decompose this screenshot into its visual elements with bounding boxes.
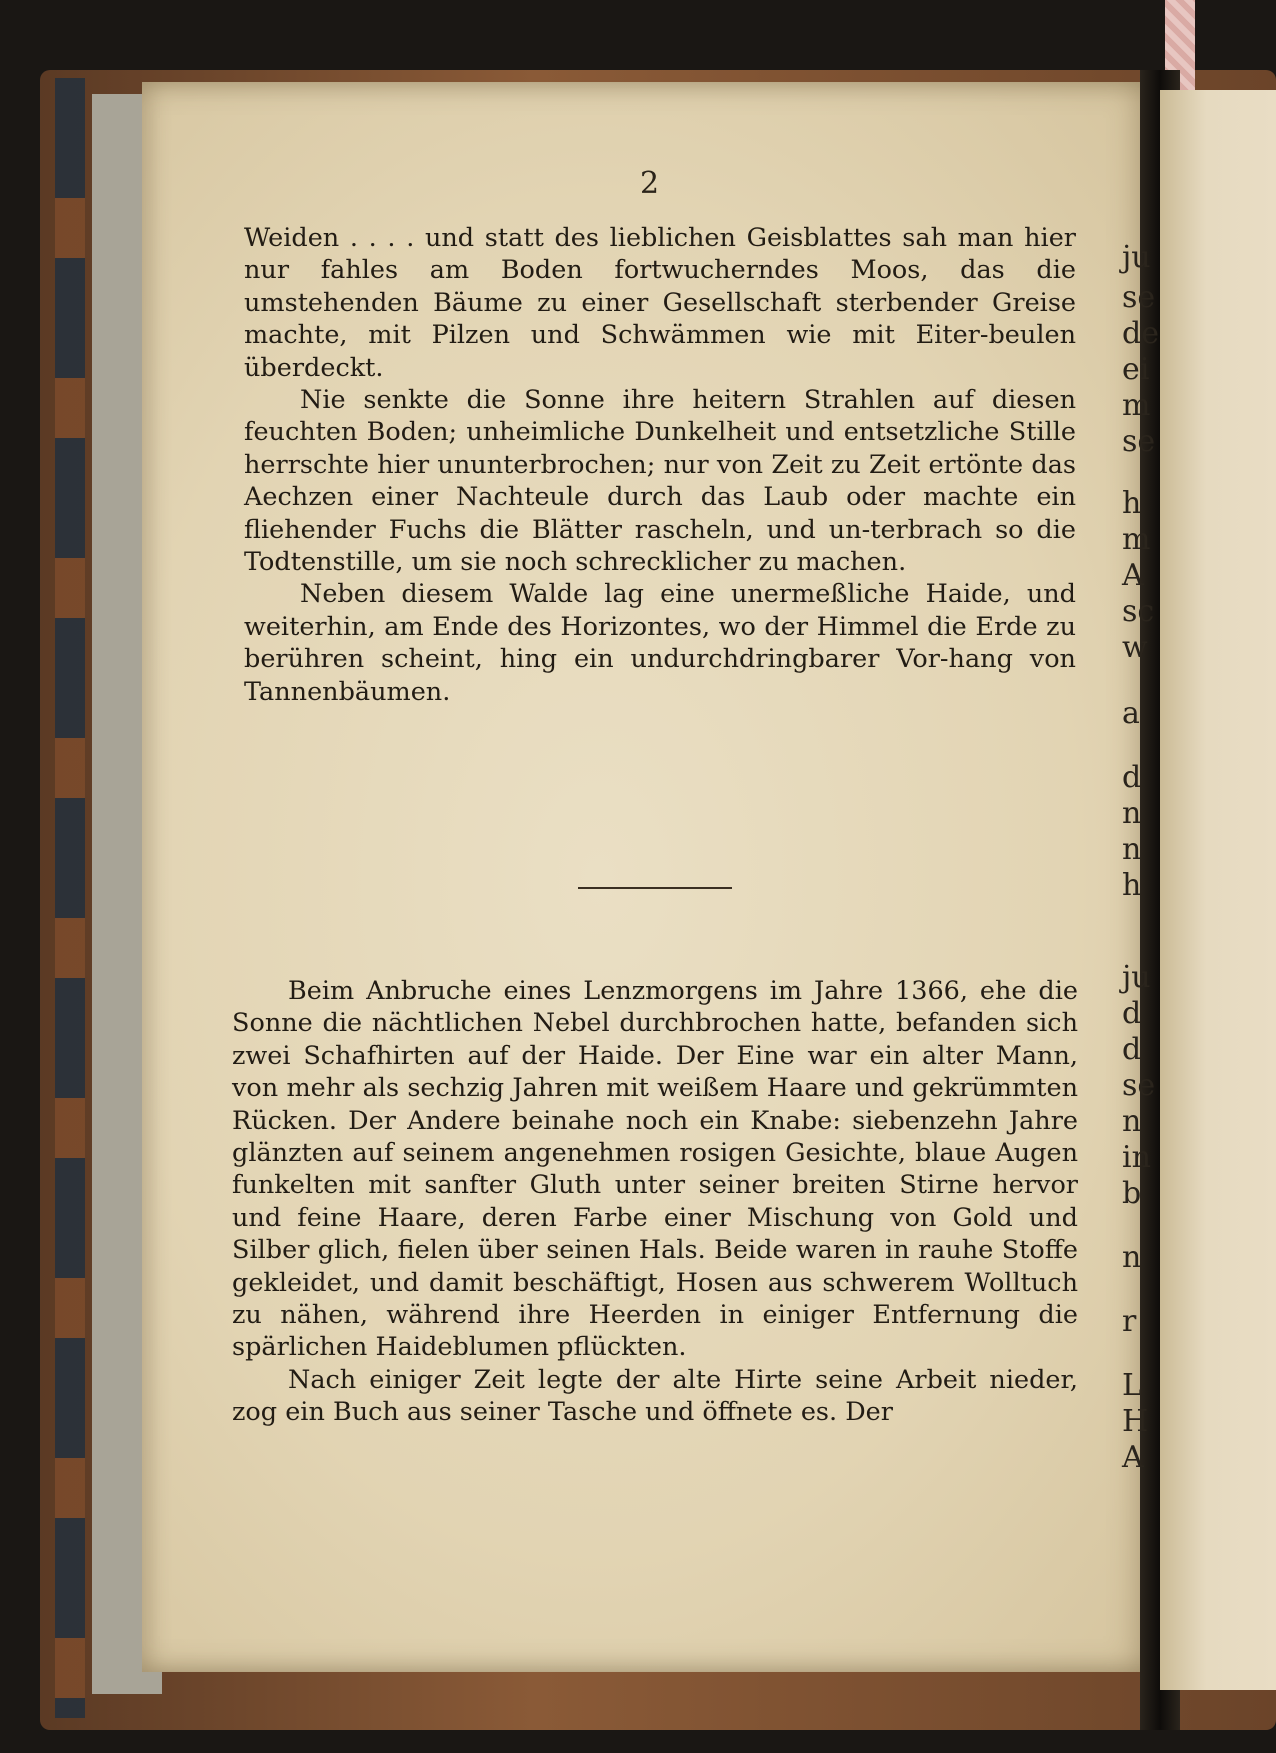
paragraph: Weiden . . . . und statt des lieblichen Geisblattes sah man hier nur fahles am Boden fortwucherndes Moos, das die umstehenden Bäume zu einer Gesellschaft sterbender Greise machte, mit Pilzen und Schwämmen wie mit Eiter-beulen überdeckt. — [244, 223, 1076, 383]
text-fragment: w — [1122, 630, 1148, 665]
text-fragment: m — [1122, 388, 1151, 423]
paragraph: Beim Anbruche eines Lenzmorgens im Jahre 1366, ehe die Sonne die nächtlichen Nebel durchbrochen hatte, befanden sich zwei Schafhirten auf der Haide. Der Eine war ein alter Mann, von mehr als sechzig Jahren mit weißem Haare und gekrümmten Rücken. Der Andere beinahe noch ein Knabe: siebenzehn Jahre glänzten auf seinem angenehmen rosigen Gesichte, blaue Augen funkelten mit sanfter Gluth unter seiner breiten Stirne hervor und feine Haare, deren Farbe einer Mischung von Gold und Silber glich, fielen über seinen Hals. Beide waren in rauhe Stoffe gekleidet, und damit beschäftigt, Hosen aus schwerem Wolltuch zu nähen, während ihre Heerden in einiger Entfernung die spärlichen Haideblumen pflückten. — [232, 976, 1078, 1363]
section-divider — [578, 887, 732, 889]
text-fragment: h — [1122, 486, 1142, 521]
text-fragment: n — [1122, 1240, 1142, 1275]
text-fragment: m — [1122, 522, 1151, 557]
text-fragment: b — [1122, 1176, 1142, 1211]
left-page — [142, 82, 1157, 1672]
text-fragment: ei — [1122, 352, 1150, 387]
text-fragment: A — [1122, 1440, 1144, 1475]
text-block-2 — [232, 975, 1078, 1429]
text-fragment: se — [1122, 424, 1156, 459]
text-fragment: r — [1122, 1304, 1137, 1339]
paragraph: Nach einiger Zeit legte der alte Hirte seine Arbeit nieder, zog ein Buch aus seiner Tasche und öffnete es. Der — [232, 1364, 1078, 1428]
text-fragment: d — [1122, 996, 1142, 1031]
text-fragment: d — [1122, 1032, 1142, 1067]
text-fragment: se — [1122, 280, 1156, 315]
text-fragment: a — [1122, 696, 1140, 731]
text-fragment: de — [1122, 316, 1159, 351]
cover-spine-edge — [55, 78, 85, 1718]
text-fragment: ju — [1122, 240, 1151, 275]
text-fragment: H — [1122, 1404, 1149, 1439]
text-fragment: n — [1122, 796, 1142, 831]
text-fragment: se — [1122, 1068, 1156, 1103]
text-fragment: sc — [1122, 594, 1155, 629]
text-fragment: h — [1122, 868, 1142, 903]
text-fragment: A — [1122, 558, 1144, 593]
text-fragment: n — [1122, 832, 1142, 867]
text-block-1 — [244, 222, 1076, 708]
text-fragment: n — [1122, 1104, 1142, 1139]
paragraph: Neben diesem Walde lag eine unermeßliche Haide, und weiterhin, am Ende des Horizontes, wo der Himmel die Erde zu berühren scheint, hing ein undurchdringbarer Vor-hang von Tannenbäumen. — [244, 579, 1076, 707]
text-fragment: ju — [1122, 960, 1151, 995]
text-fragment: d — [1122, 760, 1142, 795]
page-number: 2 — [639, 166, 660, 201]
paragraph: Nie senkte die Sonne ihre heitern Strahlen auf diesen feuchten Boden; unheimliche Dunkelheit und entsetzliche Stille herrschte hier ununterbrochen; nur von Zeit zu Zeit ertönte das Aechzen einer Nachteule durch das Laub oder machte ein fliehender Fuchs die Blätter rascheln, und un-terbrach so die Todtenstille, um sie noch schrecklicher zu machen. — [244, 385, 1076, 578]
right-page-edge — [1122, 90, 1276, 1690]
text-fragment: in — [1122, 1140, 1151, 1175]
text-fragment: L — [1122, 1368, 1142, 1403]
